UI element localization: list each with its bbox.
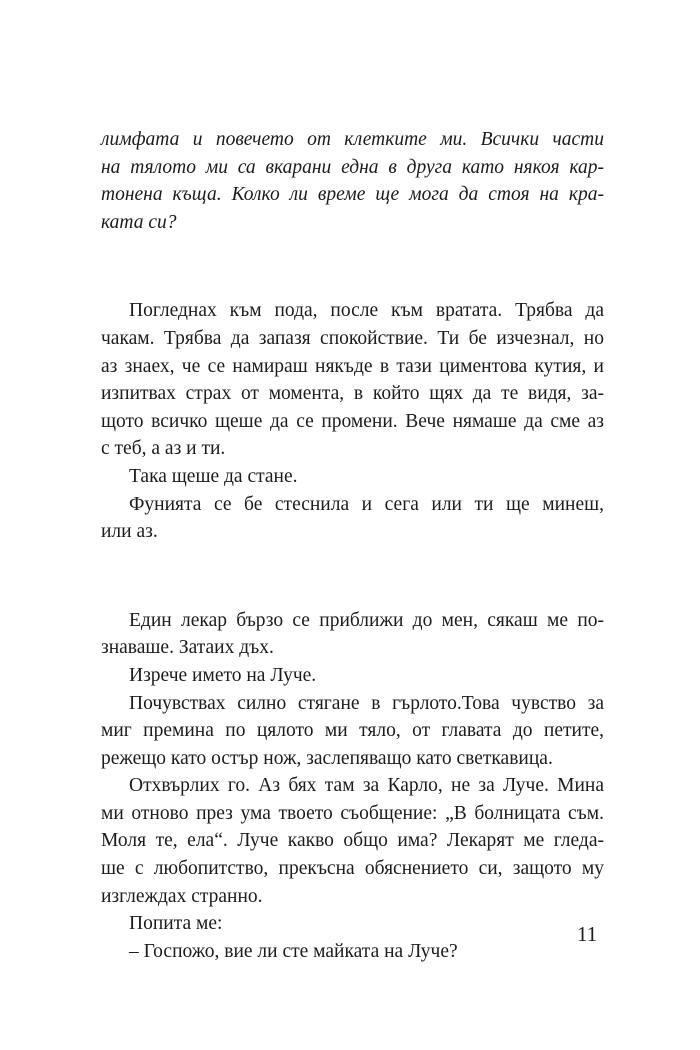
text-line: лимфата и повечето от клетките ми. Всички части (101, 129, 604, 150)
text-line: ката си? (101, 211, 177, 233)
section-break (101, 236, 604, 297)
paragraph (101, 491, 604, 546)
paragraph (101, 297, 604, 463)
text-line: режещо като остър нож, заслепяващо като светкавица. (101, 747, 553, 769)
paragraph (101, 938, 604, 966)
page-number: 11 (577, 922, 598, 946)
text-line: ми отново през ума твоето съобщение: „В болницата съм. (101, 802, 604, 824)
paragraph (101, 662, 604, 690)
paragraph (101, 910, 604, 938)
text-line: ше с любопитство, прекъсна обяснението си, защото му (101, 858, 604, 880)
paragraph (101, 607, 604, 662)
text-line: или аз. (101, 521, 158, 543)
page-body (101, 126, 604, 965)
text-line: аз знаех, че се намираш някъде в тази циментова кутия, и (101, 355, 604, 377)
paragraph (101, 690, 604, 773)
dialogue-line: – Госпожо, вие ли сте майката на Луче? (129, 940, 458, 962)
text-line: Почувствах силно стягане в гърлото.Това чувство за (129, 692, 604, 714)
text-line: на тялото ми са вкарани една в друга като някоя кар- (101, 156, 604, 178)
text-line: чакам. Трябва да запазя спокойствие. Ти бе изчезнал, но (101, 327, 604, 349)
text-line: щото всичко щеше да се промени. Вече нямаше да сме аз (101, 410, 604, 432)
text-line: Попита ме: (129, 913, 223, 935)
section-break (101, 546, 604, 607)
text-line: Отхвърлих го. Аз бях там за Карло, не за Луче. Мина (129, 775, 604, 797)
text-line: изпитвах страх от момента, в който щях да те видя, за- (101, 383, 604, 405)
italic-passage (101, 126, 604, 236)
text-line: тонена къща. Колко ли време ще мога да стоя на кра- (101, 184, 604, 206)
text-line: Един лекар бързо се приближи до мен, сякаш ме по- (129, 609, 604, 631)
text-line: миг премина по цялото ми тяло, от главата до петите, (101, 720, 604, 742)
text-line: знаваше. Затаих дъх. (101, 637, 274, 659)
text-line: Моля те, ела“. Луче какво общо има? Лекарят ме гледа- (101, 830, 604, 852)
text-line: изглеждах странно. (101, 885, 263, 907)
text-line: Погледнах към пода, после към вратата. Трябва да (129, 300, 604, 322)
text-line: Изрече името на Луче. (129, 664, 317, 686)
paragraph (101, 463, 604, 491)
text-line: с теб, а аз и ти. (101, 438, 226, 460)
text-line: Така щеше да стане. (129, 465, 298, 487)
paragraph (101, 772, 604, 910)
text-line: Фунията се бе стеснила и сега или ти ще минеш, (129, 493, 604, 515)
